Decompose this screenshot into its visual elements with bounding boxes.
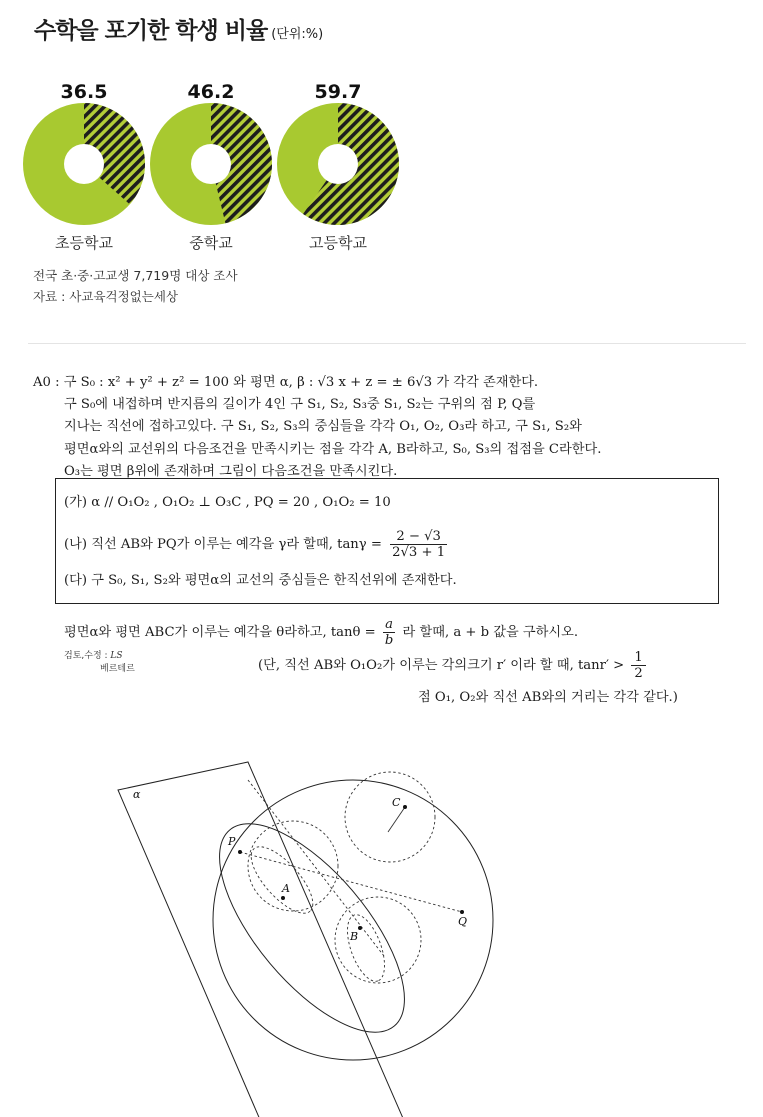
c-radius-line (388, 807, 405, 832)
value-label: 36.5 (60, 81, 108, 103)
point-a (281, 896, 285, 900)
problem-line-4: 평면α와의 교선위의 다음조건을 만족시키는 점을 각각 A, B라하고, S₀, S₃의 접점을 C라한다. (64, 442, 602, 457)
s2-plane-section (340, 910, 392, 986)
donut-hole (64, 144, 104, 184)
point-p (238, 850, 242, 854)
fraction-denominator: b (384, 633, 394, 648)
source-note: 자료 : 사교육걱정없는세상 (33, 289, 178, 304)
fraction-denominator: 2√3 + 1 (392, 545, 446, 560)
label-p: P (228, 835, 236, 848)
category-label: 고등학교 (309, 234, 367, 252)
donut-hole (191, 144, 231, 184)
fraction-numerator: 1 (631, 650, 645, 666)
problem-line-3: 지나는 직선에 접하고있다. 구 S₁, S₂, S₃의 중심들을 각각 O₁, O₂, O₃라 하고, 구 S₁, S₂와 (64, 419, 582, 434)
note-pre: (단, 직선 AB와 O₁O₂가 이루는 각의크기 r′ 이라 할 때, tanr′ > (258, 658, 625, 673)
credits-reviewer-2: 베르테르 (100, 664, 135, 674)
survey-note: 전국 초·중·고교생 7,719명 대상 조사 (33, 268, 238, 283)
note-line-2: 점 O₁, O₂와 직선 AB와의 거리는 각각 같다.) (418, 690, 678, 705)
chart-title (34, 12, 323, 45)
point-c (403, 805, 407, 809)
point-q (460, 910, 464, 914)
label-c: C (392, 796, 401, 809)
category-label: 초등학교 (55, 234, 113, 252)
donut-1 (150, 81, 272, 252)
donut-chart (0, 60, 763, 260)
value-label: 46.2 (187, 81, 235, 103)
question-line (64, 617, 578, 648)
geometry-diagram (0, 740, 763, 1117)
donut-0 (23, 81, 145, 252)
credits-reviewer-1: LS (110, 651, 123, 661)
value-label: 59.7 (314, 81, 362, 103)
question-post: 라 할때, a + b 값을 구하시오. (402, 625, 579, 640)
condition-na (64, 529, 447, 560)
problem-line-2: 구 S₀에 내접하며 반지름의 길이가 4인 구 S₁, S₂, S₃중 S₁, S₂는 구위의 점 P, Q를 (64, 397, 536, 412)
sphere-s2 (335, 897, 421, 983)
problem-line-1: A0 : 구 S₀ : x² + y² + z² = 100 와 평면 α, β : √3 x + z = ± 6√3 가 각각 존재한다. (33, 375, 539, 390)
fraction-numerator: a (383, 617, 395, 633)
donut-hole (318, 144, 358, 184)
label-b: B (350, 930, 359, 943)
sphere-s3 (345, 772, 435, 862)
label-alpha: α (133, 788, 141, 801)
conditions-box (55, 478, 719, 604)
label-q: Q (458, 915, 468, 928)
condition-ga: (가) α // O₁O₂ , O₁O₂ ⊥ O₃C , PQ = 20 , O₁O₂ = 10 (64, 495, 391, 510)
sphere-s0 (213, 780, 493, 1060)
condition-na-text: (나) 직선 AB와 PQ가 이루는 예각을 γ라 할때, tanγ = (64, 537, 382, 552)
fraction-denominator: 2 (634, 666, 643, 681)
credits (64, 648, 123, 661)
category-label: 중학교 (189, 234, 233, 252)
chart-unit: (단위:%) (271, 27, 324, 42)
half-fraction (631, 650, 645, 681)
condition-da: (다) 구 S₀, S₁, S₂와 평면α의 교선의 중심들은 한직선위에 존재한다. (64, 573, 457, 588)
plane-alpha (118, 762, 506, 1117)
point-b (358, 926, 362, 930)
tan-theta-fraction (383, 617, 395, 648)
chart-title-text: 수학을 포기한 학생 비율 (34, 18, 268, 44)
s0-plane-section (188, 795, 437, 1062)
fraction-numerator: 2 − √3 (390, 529, 447, 545)
section-divider (28, 343, 746, 344)
note-line-1 (258, 650, 646, 681)
dotted-guide-line (248, 780, 384, 956)
donut-group (23, 81, 399, 252)
credits-label: 검토,수정 : (64, 651, 108, 661)
problem-line-5: O₃는 평면 β위에 존재하며 그림이 다음조건을 만족시킨다. (64, 464, 398, 479)
question-pre: 평면α와 평면 ABC가 이루는 예각을 θ라하고, tanθ = (64, 625, 376, 640)
label-a: A (282, 882, 290, 895)
donut-2 (277, 81, 399, 252)
tan-gamma-fraction (390, 529, 447, 560)
line-pq (240, 852, 462, 912)
